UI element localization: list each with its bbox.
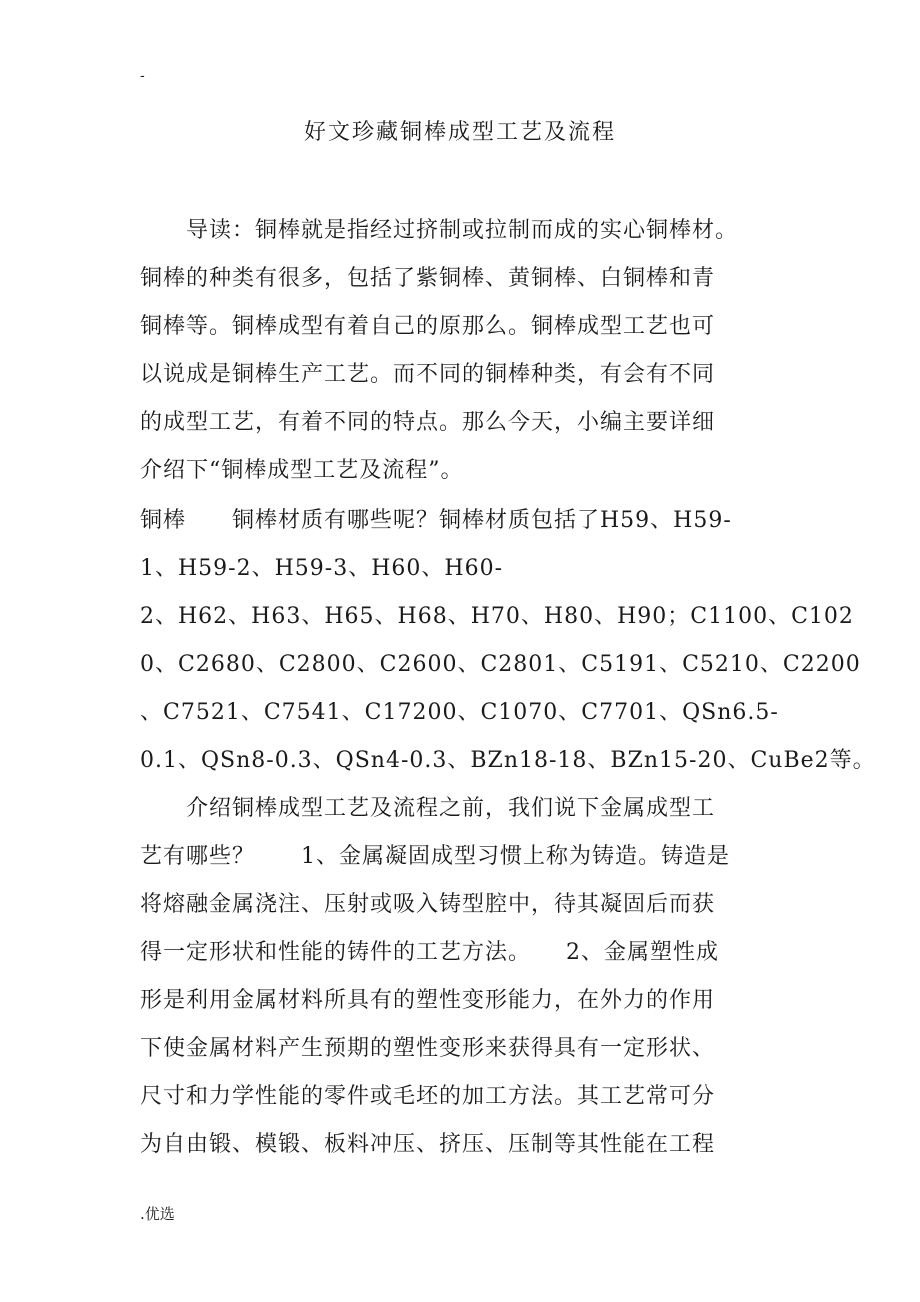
- document-title: 好文珍藏铜棒成型工艺及流程: [303, 120, 616, 145]
- body-line: 得一定形状和性能的铸件的工艺方法。 2、金属塑性成: [140, 940, 719, 965]
- body-line: 形是利用金属材料所具有的塑性变形能力，在外力的作用: [140, 988, 716, 1013]
- body-line: 1、H59-2、H59-3、H60、H60-: [140, 556, 504, 581]
- body-line: 铜棒的种类有很多，包括了紫铜棒、黄铜棒、白铜棒和青: [140, 266, 716, 291]
- body-line: 铜棒 铜棒材质有哪些呢？铜棒材质包括了H59、H59-: [140, 508, 732, 533]
- body-line: 导读：铜棒就是指经过挤制或拉制而成的实心铜棒材。: [140, 218, 739, 243]
- body-line: 介绍铜棒成型工艺及流程之前，我们说下金属成型工: [140, 796, 716, 821]
- body-line: 铜棒等。铜棒成型有着自己的原那么。铜棒成型工艺也可: [140, 314, 716, 339]
- body-line: 、C7521、C7541、C17200、C1070、C7701、QSn6.5-: [140, 700, 779, 725]
- body-line: 尺寸和力学性能的零件或毛坯的加工方法。其工艺常可分: [140, 1084, 716, 1109]
- body-line: 以说成是铜棒生产工艺。而不同的铜棒种类，有会有不同: [140, 362, 716, 387]
- header-mark: -: [140, 68, 145, 84]
- body-line: 0.1、QSn8-0.3、QSn4-0.3、BZn18-18、BZn15-20、CuBe2等。: [140, 748, 876, 773]
- body-line: 介绍下“铜棒成型工艺及流程”。: [140, 458, 464, 483]
- body-line: 为自由锻、模锻、板料冲压、挤压、压制等其性能在工程: [140, 1132, 716, 1157]
- body-line: 的成型工艺，有着不同的特点。那么今天，小编主要详细: [140, 410, 716, 435]
- footer-mark: .优选: [140, 1205, 175, 1223]
- body-line: 0、C2680、C2800、C2600、C2801、C5191、C5210、C2200: [140, 652, 861, 677]
- body-line: 将熔融金属浇注、压射或吸入铸型腔中，待其凝固后而获: [140, 892, 716, 917]
- body-line: 艺有哪些？ 1、金属凝固成型习惯上称为铸造。铸造是: [140, 844, 730, 869]
- body-line: 2、H62、H63、H65、H68、H70、H80、H90；C1100、C102: [140, 604, 854, 629]
- body-line: 下使金属材料产生预期的塑性变形来获得具有一定形状、: [140, 1036, 716, 1061]
